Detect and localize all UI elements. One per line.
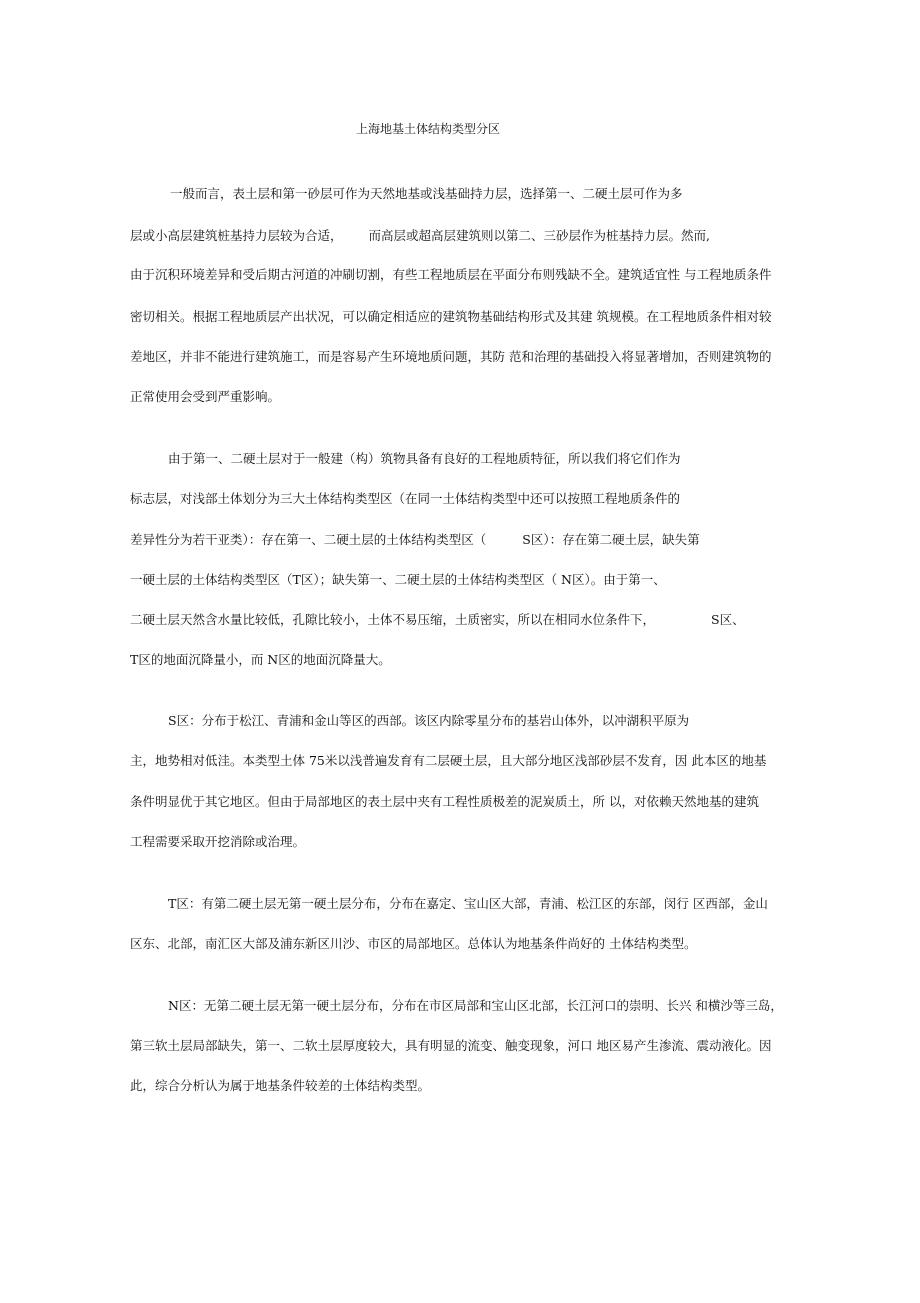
- paragraph-2-line-5-part-1: 二硬土层天然含水量比较低，孔隙比较小，土体不易压缩，土质密实，所以在相同水位条件下，: [130, 612, 656, 627]
- paragraph-2-line-3-part-1: 差异性分为若干亚类）：存在第一、二硬土层的土体结构类型区（: [130, 532, 487, 547]
- paragraph-2-line-5: [130, 612, 745, 628]
- paragraph-1-line-6: 正常使用会受到严重影响。: [130, 389, 281, 404]
- paragraph-1-line-4: 密切相关。根据工程地质层产出状况，可以确定相适应的建筑物基础结构形式及其建 筑规模。在工程地质条件相对较: [130, 309, 772, 324]
- paragraph-1-line-5: 差地区，并非不能进行建筑施工，而是容易产生环境地质问题，其防 范和治理的基础投入将显著增加，否则建筑物的: [130, 349, 772, 364]
- paragraph-1-line-2-part-2: 而高层或超高层建筑则以第二、三砂层作为桩基持力层。然而,: [368, 228, 710, 243]
- paragraph-5-line-3: 此，综合分析认为属于地基条件较差的土体结构类型。: [130, 1078, 431, 1093]
- paragraph-3-line-3: 条件明显优于其它地区。但由于局部地区的表土层中夹有工程性质极差的泥炭质土，所 以，对依赖天然地基的建筑: [130, 794, 759, 809]
- paragraph-1-line-2-part-1: 层或小高层建筑桩基持力层较为合适，: [130, 228, 343, 243]
- paragraph-4-line-2: 区东、北部，南汇区大部及浦东新区川沙、市区的局部地区。总体认为地基条件尚好的 土体结构类型。: [130, 936, 697, 951]
- paragraph-2-line-4: 一硬土层的土体结构类型区（T区）；缺失第一、二硬土层的土体结构类型区（ N区）。由于第一、: [130, 572, 666, 587]
- paragraph-5-line-1: N区：无第二硬土层无第一硬土层分布，分布在市区局部和宝山区北部，长江河口的崇明、长兴 和横沙等三岛，: [168, 998, 783, 1013]
- paragraph-5-line-2: 第三软土层局部缺失，第一、二软土层厚度较大，具有明显的流变、触变现象，河口 地区易产生渗流、震动液化。因: [130, 1038, 772, 1053]
- paragraph-2-line-3: [130, 532, 700, 548]
- paragraph-1-line-3: 由于沉积环境差异和受后期古河道的冲刷切割，有些工程地质层在平面分布则残缺不全。建筑适宜性 与工程地质条件: [130, 267, 772, 282]
- paragraph-2-line-2: 标志层，对浅部土体划分为三大土体结构类型区（在同一土体结构类型中还可以按照工程地质条件的: [130, 491, 681, 506]
- paragraph-3-line-1: S区：分布于松江、青浦和金山等区的西部。该区内除零星分布的基岩山体外，以冲湖积平原为: [168, 713, 690, 728]
- paragraph-1-line-1: 一般而言，表土层和第一砂层可作为天然地基或浅基础持力层，选择第一、二硬土层可作为多: [170, 186, 683, 201]
- document-title: 上海地基土体结构类型分区: [356, 122, 501, 136]
- paragraph-3-line-4: 工程需要采取开挖消除或治理。: [130, 834, 306, 849]
- paragraph-2-line-6: T区的地面沉降量小，而 N区的地面沉降量大。: [130, 652, 391, 667]
- paragraph-1-line-2: [130, 228, 710, 244]
- paragraph-3-line-2: 主，地势相对低洼。本类型土体 75米以浅普遍发育有二层硬土层，且大部分地区浅部砂层不发育，因 此本区的地基: [130, 753, 767, 768]
- paragraph-4-line-1: T区：有第二硬土层无第一硬土层分布，分布在嘉定、宝山区大部，青浦、松江区的东部，闵行 区西部，金山: [168, 896, 768, 911]
- paragraph-2-line-1: 由于第一、二硬土层对于一般建（构）筑物具备有良好的工程地质特征，所以我们将它们作为: [168, 451, 681, 466]
- paragraph-2-line-3-part-2: S区）：存在第二硬土层，缺失第: [522, 532, 700, 547]
- paragraph-2-line-5-part-2: S区、: [711, 612, 745, 627]
